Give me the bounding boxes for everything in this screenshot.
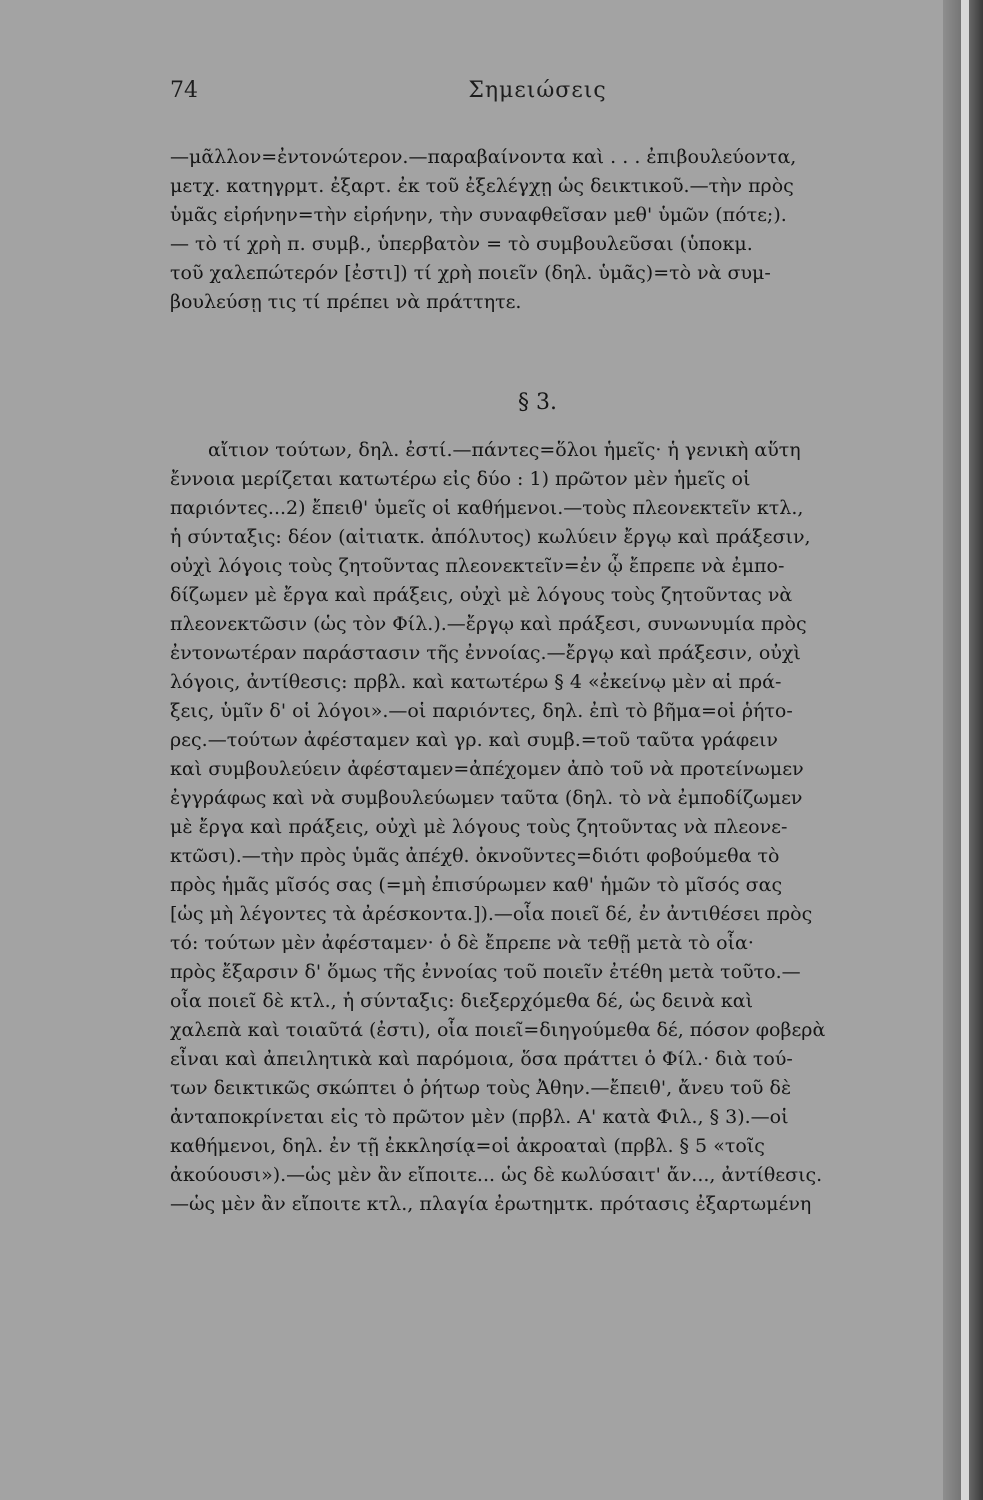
text-line: οἷα ποιεῖ δὲ κτλ., ἡ σύνταξις: διεξερχόμεθα δέ, ὡς δεινὰ καὶ [170, 990, 754, 1012]
text-line: παριόντες...2) ἔπειθ' ὑμεῖς οἱ καθήμενοι.—τοὺς πλεονεκτεῖν κτλ., [170, 497, 804, 519]
page-number: 74 [170, 78, 198, 103]
text-line: ἀκούουσι»).—ὡς μὲν ἂν εἴποιτε... ὡς δὲ κωλύσαιτ' ἄν..., ἀντίθεσις. [170, 1164, 823, 1186]
text-line: πρὸς ἡμᾶς μῖσός σας (=μὴ ἐπισύρωμεν καθ' ἡμῶν τὸ μῖσός σας [170, 874, 783, 896]
text-line: — τὸ τί χρὴ π. συμβ., ὑπερβατὸν = τὸ συμβουλεῦσαι (ὑποκμ. [170, 233, 753, 255]
book-edge [943, 0, 983, 1500]
text-line: μὲ ἔργα καὶ πράξεις, οὐχὶ μὲ λόγους τοὺς ζητοῦντας νὰ πλεονε- [170, 816, 788, 838]
text-line: αἴτιον τούτων, δηλ. ἐστί.—πάντες=ὅλοι ἡμεῖς· ἡ γενικὴ αὕτη [208, 439, 801, 461]
text-line: πλεονεκτῶσιν (ὡς τὸν Φίλ.).—ἔργῳ καὶ πράξεσι, συνωνυμία πρὸς [170, 613, 807, 635]
page-header [170, 78, 905, 114]
text-line: ἡ σύνταξις: δέον (αἰτιατκ. ἀπόλυτος) κωλύειν ἔργῳ καὶ πράξεσιν, [170, 526, 811, 548]
text-line: των δεικτικῶς σκώπτει ὁ ῥήτωρ τοὺς Ἀθην.—ἔπειθ', ἄνευ τοῦ δὲ [170, 1077, 792, 1099]
notes-paragraph-1 [170, 143, 905, 317]
text-line: —μᾶλλον=ἐντονώτερον.—παραβαίνοντα καὶ . . . ἐπιβουλεύοντα, [170, 146, 797, 168]
text-line: βουλεύσῃ τις τί πρέπει νὰ πράττητε. [170, 291, 522, 313]
text-line: δίζωμεν μὲ ἔργα καὶ πράξεις, οὐχὶ μὲ λόγους τοὺς ζητοῦντας νὰ [170, 584, 793, 606]
text-line: εἶναι καὶ ἀπειλητικὰ καὶ παρόμοια, ὅσα πράττει ὁ Φίλ.· διὰ τού- [170, 1048, 793, 1070]
text-line: —ὡς μὲν ἂν εἴποιτε κτλ., πλαγία ἐρωτημτκ. πρότασις ἐξαρτωμένη [170, 1193, 812, 1215]
text-line: καθήμενοι, δηλ. ἐν τῇ ἐκκλησίᾳ=οἱ ἀκροαταὶ (πρβλ. § 5 «τοῖς [170, 1135, 765, 1157]
text-line: μετχ. κατηγρμτ. ἐξαρτ. ἐκ τοῦ ἐξελέγχῃ ὡς δεικτικοῦ.—τὴν πρὸς [170, 175, 794, 197]
text-line: ἀνταποκρίνεται εἰς τὸ πρῶτον μὲν (πρβλ. Α' κατὰ Φιλ., § 3).—οἱ [170, 1106, 789, 1128]
running-title: Σημειώσεις [468, 78, 607, 103]
section-heading: § 3. [518, 390, 557, 415]
text-line: [ὡς μὴ λέγοντες τὰ ἀρέσκοντα.]).—οἷα ποιεῖ δέ, ἐν ἀντιθέσει πρὸς [170, 903, 813, 925]
text-line: τοῦ χαλεπώτερόν [ἐστι]) τί χρὴ ποιεῖν (δηλ. ὑμᾶς)=τὸ νὰ συμ- [170, 262, 771, 284]
text-line: τό: τούτων μὲν ἀφέσταμεν· ὁ δὲ ἔπρεπε νὰ τεθῇ μετὰ τὸ οἷα· [170, 932, 754, 954]
text-line: ἐγγράφως καὶ νὰ συμβουλεύωμεν ταῦτα (δηλ. τὸ νὰ ἐμποδίζωμεν [170, 787, 803, 809]
text-line: λόγοις, ἀντίθεσις: πρβλ. καὶ κατωτέρω § 4 «ἐκείνῳ μὲν αἱ πρά- [170, 671, 782, 693]
text-line: ὑμᾶς εἰρήνην=τὴν εἰρήνην, τὴν συναφθεῖσαν μεθ' ὑμῶν (πότε;). [170, 204, 787, 226]
text-line: ἔννοια μερίζεται κατωτέρω εἰς δύο : 1) πρῶτον μὲν ἡμεῖς οἱ [170, 468, 751, 490]
text-line: ξεις, ὑμῖν δ' οἱ λόγοι».—οἱ παριόντες, δηλ. ἐπὶ τὸ βῆμα=οἱ ῥήτο- [170, 700, 793, 722]
text-line: πρὸς ἔξαρσιν δ' ὅμως τῆς ἐννοίας τοῦ ποιεῖν ἐτέθη μετὰ τοῦτο.— [170, 961, 801, 983]
text-line: ρες.—τούτων ἀφέσταμεν καὶ γρ. καὶ συμβ.=τοῦ ταῦτα γράφειν [170, 729, 778, 751]
text-line: οὐχὶ λόγοις τοὺς ζητοῦντας πλεονεκτεῖν=ἐν ᾧ ἔπρεπε νὰ ἐμπο- [170, 555, 785, 577]
notes-paragraph-2 [170, 436, 905, 1219]
text-line: κτῶσι).—τὴν πρὸς ὑμᾶς ἀπέχθ. ὀκνοῦντες=διότι φοβούμεθα τὸ [170, 845, 780, 867]
text-line: καὶ συμβουλεύειν ἀφέσταμεν=ἀπέχομεν ἀπὸ τοῦ νὰ προτείνωμεν [170, 758, 804, 780]
text-line: χαλεπὰ καὶ τοιαῦτά (ἐστι), οἷα ποιεῖ=διηγούμεθα δέ, πόσον φοβερὰ [170, 1019, 826, 1041]
text-line: ἐντονωτέραν παράστασιν τῆς ἐννοίας.—ἔργῳ καὶ πράξεσιν, οὐχὶ [170, 642, 801, 664]
spine-strip [961, 0, 969, 1500]
